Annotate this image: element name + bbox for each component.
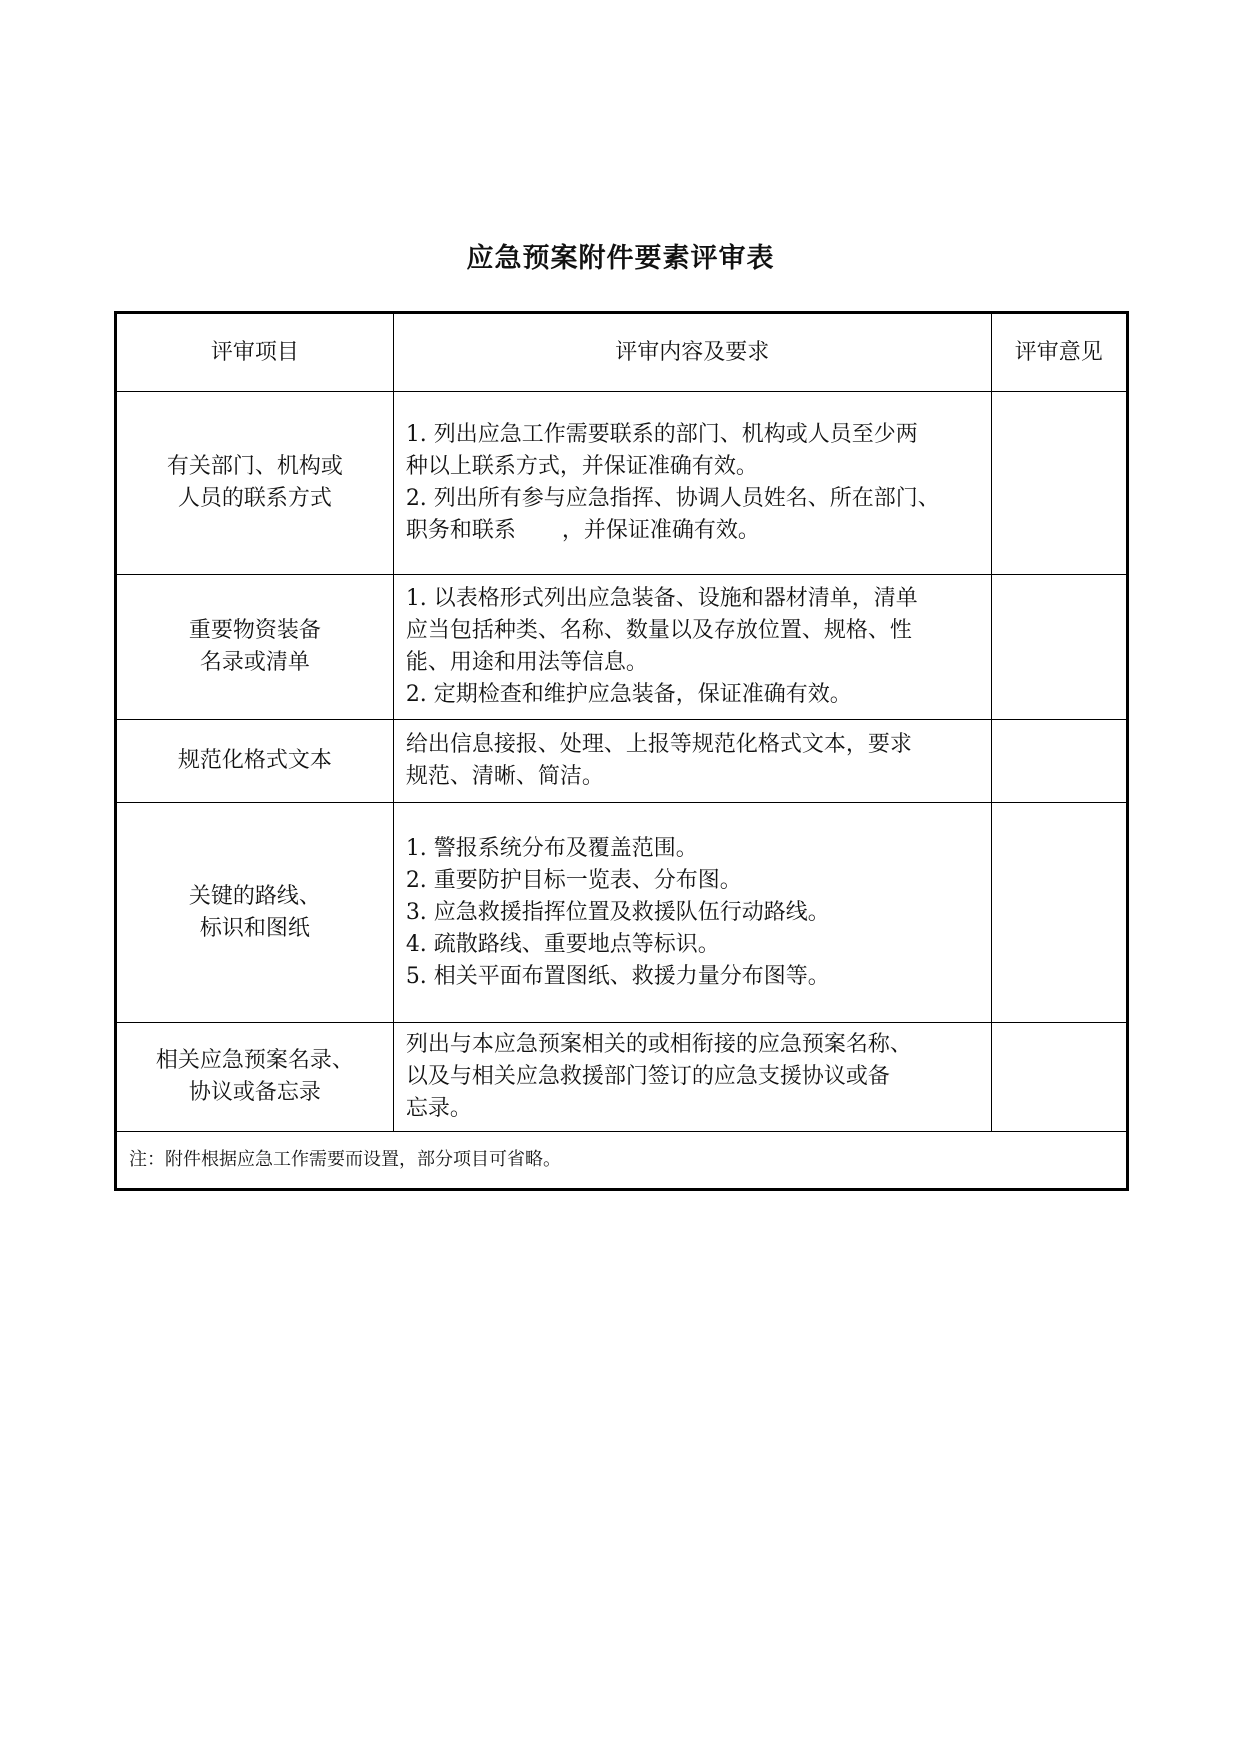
content-line: 应当包括种类、名称、数量以及存放位置、规格、性: [405, 618, 912, 643]
content-line: 2. 重要防护目标一览表、分布图。: [405, 867, 742, 893]
row-opinion-cell[interactable]: [991, 575, 1127, 720]
content-line: 规范、清晰、简洁。: [405, 764, 604, 789]
table-row: [116, 392, 1128, 575]
content-line: 种以上联系方式，并保证准确有效。: [405, 454, 758, 479]
table-row: [116, 720, 1128, 803]
content-line: 以及与相关应急救援部门签订的应急支援协议或备: [405, 1064, 890, 1089]
item-line: 重要物资装备: [188, 618, 321, 643]
row-item-cell: [116, 392, 394, 575]
item-line: 标识和图纸: [199, 915, 310, 941]
review-table: [114, 311, 1129, 1191]
content-line: 1. 列出应急工作需要联系的部门、机构或人员至少两: [405, 422, 918, 447]
content-line: 2. 列出所有参与应急指挥、协调人员姓名、所在部门、: [405, 486, 940, 511]
table-row: [116, 575, 1128, 720]
row-content-cell: [393, 803, 991, 1023]
content-line: 1. 以表格形式列出应急装备、设施和器材清单，清单: [405, 586, 918, 611]
table-note: 注：附件根据应急工作需要而设置，部分项目可省略。: [116, 1132, 1128, 1190]
row-content-cell: [393, 392, 991, 575]
note-row: [116, 1132, 1128, 1190]
content-line: 5. 相关平面布置图纸、救援力量分布图等。: [405, 963, 830, 989]
row-item-cell: [116, 575, 394, 720]
document-title: 应急预案附件要素评审表: [466, 243, 775, 274]
row-content-cell: [393, 575, 991, 720]
content-line: 4. 疏散路线、重要地点等标识。: [405, 931, 720, 957]
row-opinion-cell[interactable]: [991, 803, 1127, 1023]
table-row: [116, 803, 1128, 1023]
item-line: 相关应急预案名录、: [155, 1048, 354, 1073]
content-line-split: [406, 515, 985, 547]
content-fragment: 职务和联系: [405, 518, 516, 543]
row-opinion-cell[interactable]: [991, 392, 1127, 575]
header-item: 评审项目: [116, 313, 394, 392]
content-line: 2. 定期检查和维护应急装备，保证准确有效。: [405, 682, 852, 707]
item-line: 有关部门、机构或: [166, 454, 343, 479]
header-content: 评审内容及要求: [393, 313, 991, 392]
row-item-cell: [116, 803, 394, 1023]
content-line: 列出与本应急预案相关的或相衔接的应急预案名称、: [405, 1032, 912, 1057]
content-line: 忘录。: [405, 1096, 472, 1121]
item-line: 协议或备忘录: [188, 1080, 321, 1105]
row-item-cell: [116, 720, 394, 803]
row-opinion-cell[interactable]: [991, 1023, 1127, 1132]
content-line: 3. 应急救援指挥位置及救援队伍行动路线。: [405, 899, 830, 925]
row-opinion-cell[interactable]: [991, 720, 1127, 803]
item-line: 名录或清单: [199, 650, 310, 675]
content-line: 能、用途和用法等信息。: [405, 650, 648, 675]
table-header-row: [116, 313, 1128, 392]
item-line: 人员的联系方式: [177, 486, 332, 511]
header-opinion: 评审意见: [991, 313, 1127, 392]
content-line: 1. 警报系统分布及覆盖范围。: [405, 835, 698, 861]
table-row: [116, 1023, 1128, 1132]
item-line: 规范化格式文本: [177, 748, 332, 773]
content-line: 给出信息接报、处理、上报等规范化格式文本，要求: [405, 732, 912, 757]
content-fragment: ，并保证准确有效。: [561, 518, 760, 543]
row-content-cell: [393, 1023, 991, 1132]
row-content-cell: [393, 720, 991, 803]
item-line: 关键的路线、: [188, 883, 321, 909]
row-item-cell: [116, 1023, 394, 1132]
